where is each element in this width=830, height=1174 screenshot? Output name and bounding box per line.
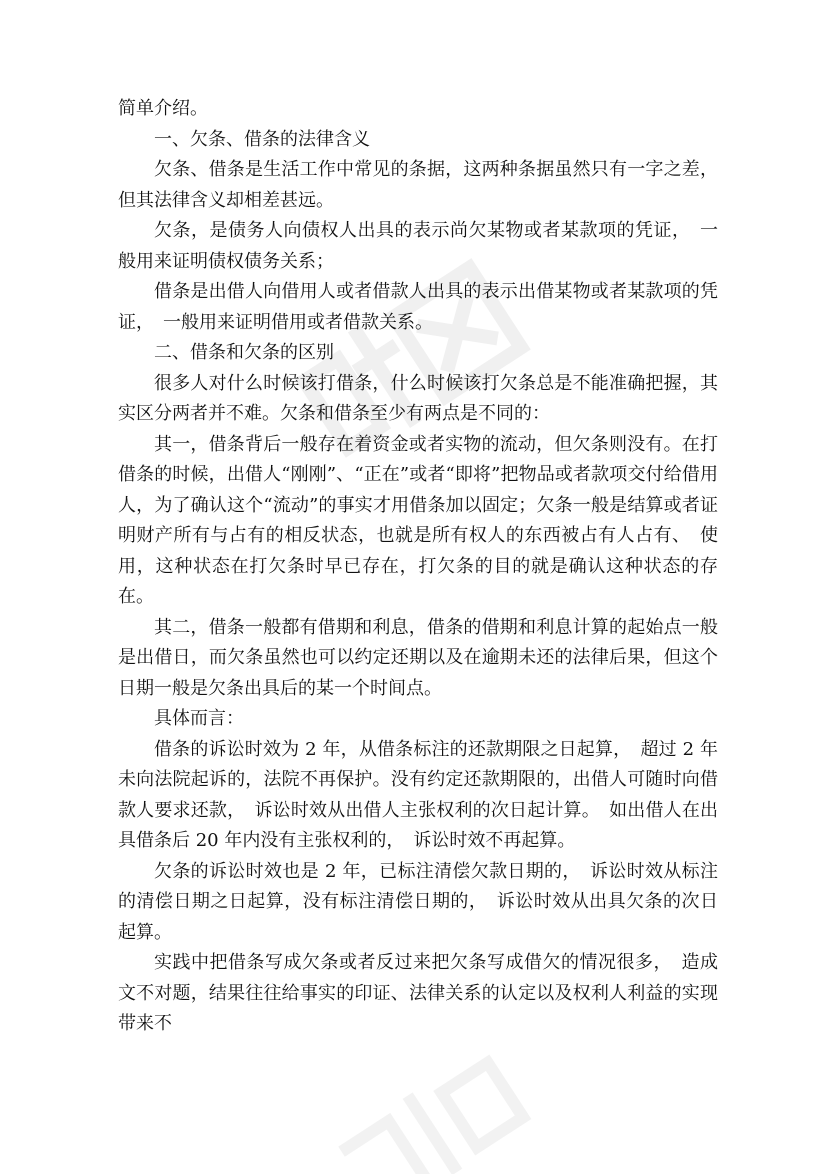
paragraph: 欠条，是债务人向债权人出具的表示尚欠某物或者某款项的凭证， 一般用来证明债权债务关系； <box>118 220 718 272</box>
paragraph: 其二，借条一般都有借期和利息，借条的借期和利息计算的起始点一般是出借日，而欠条虽然也可以约定还期以及在逾期未还的法律后果，但这个日期一般是欠条出具后的某一个时间点。 <box>118 616 718 699</box>
paragraph: 借条是出借人向借用人或者借款人出具的表示出借某物或者某款项的凭证， 一般用来证明借用或者借款关系。 <box>118 281 718 333</box>
watermark-logo-bottom <box>319 1034 541 1174</box>
paragraph-intro: 简单介绍。 <box>118 98 208 119</box>
document-body <box>118 94 718 1040</box>
heading-legal-meaning: 一、欠条、借条的法律含义 <box>154 128 370 150</box>
paragraph: 实践中把借条写成欠条或者反过来把欠条写成借欠的情况很多， 造成文不对题，结果往往给事实的印证、法律关系的认定以及权利人利益的实现带来不 <box>118 952 718 1034</box>
paragraph: 借条的诉讼时效为 2 年，从借条标注的还款期限之日起算， 超过 2 年未向法院起诉的，法院不再保护。没有约定还款期限的，出借人可随时向借款人要求还款， 诉讼时效从出借人主张权利的次日起计算。 如出借人在出具借条后 20 年内没有主张权利的， 诉讼时效不再起算。 <box>118 738 718 851</box>
paragraph: 很多人对什么时候该打借条，什么时候该打欠条总是不能准确把握，其实区分两者并不难。欠条和借条至少有两点是不同的： <box>118 372 718 424</box>
paragraph: 其一，借条背后一般存在着资金或者实物的流动，但欠条则没有。在打借条的时候，出借人“刚刚”、“正在”或者“即将”把物品或者款项交付给借用人，为了确认这个“流动”的事实才用借条加以固定；欠条一般是结算或者证明财产所有与占有的相反状态，也就是所有权人的东西被占有人占有、 使用，这种状态在打欠条时早已存在，打欠条的目的就是确认这种状态的存在。 <box>118 433 718 607</box>
paragraph: 欠条、借条是生活工作中常见的条据，这两种条据虽然只有一字之差，但其法律含义却相差甚远。 <box>118 159 718 211</box>
paragraph: 具体而言： <box>154 708 244 729</box>
heading-difference: 二、借条和欠条的区别 <box>154 342 334 363</box>
paragraph: 欠条的诉讼时效也是 2 年，已标注清偿欠款日期的， 诉讼时效从标注的清偿日期之日起算，没有标注清偿日期的， 诉讼时效从出具欠条的次日起算。 <box>118 860 718 943</box>
